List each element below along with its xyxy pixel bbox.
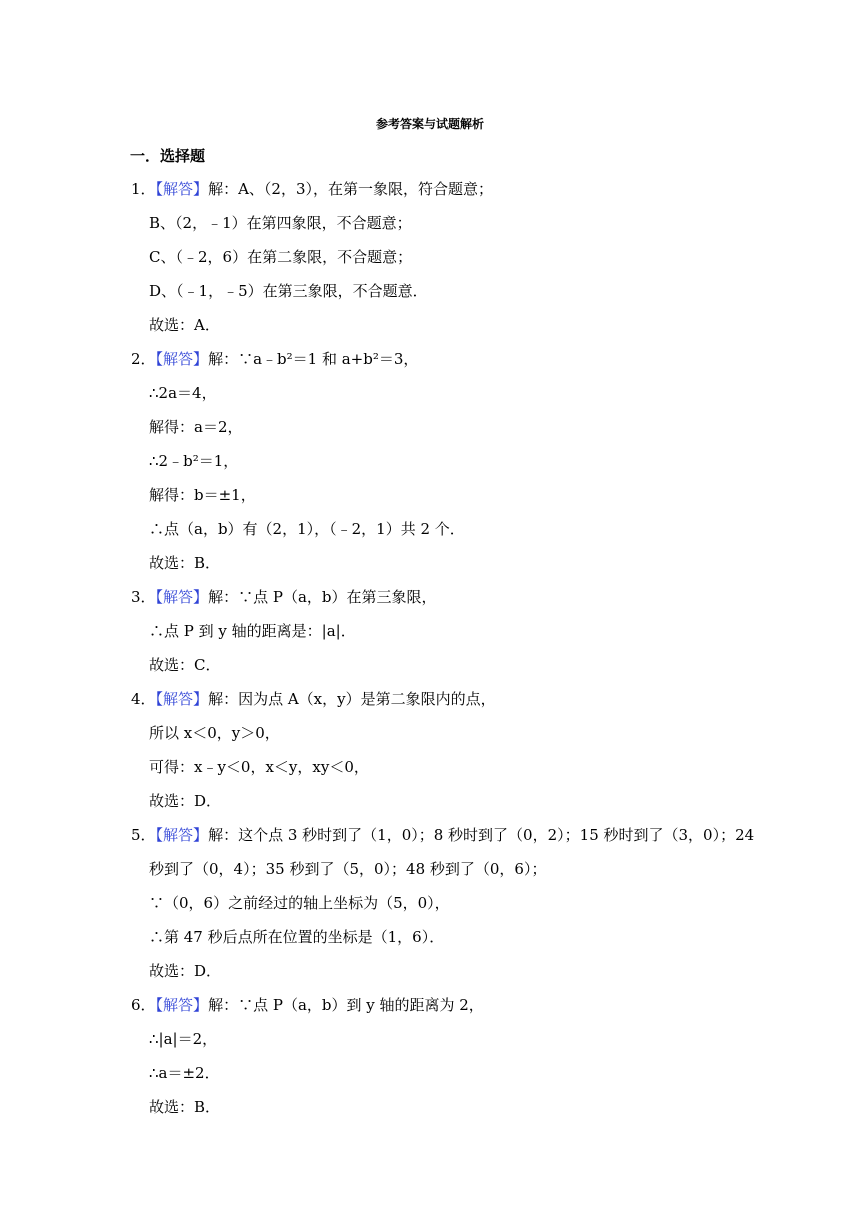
answer-tag: 【解答】: [155, 588, 209, 606]
solution-label: 解：: [208, 996, 239, 1014]
answer-text: 这个点 3 秒时到了（1，0）；8 秒时到了（0，2）；15 秒时到了（3，0）；24: [238, 826, 755, 844]
answer-line: ∵（0，6）之前经过的轴上坐标为（5，0），: [149, 894, 450, 912]
answer-line: ∴2a＝4，: [149, 384, 217, 402]
solution-label: 解：: [208, 350, 239, 368]
answer-item-3: [131, 580, 751, 682]
answer-line: ∴|a|＝2，: [149, 1030, 218, 1048]
answer-line: 所以 x＜0，y＞0，: [149, 724, 280, 742]
question-number: 1．: [131, 180, 156, 198]
answer-text: ∵a﹣b²＝1 和 a+b²＝3，: [238, 350, 419, 368]
answer-tag: 【解答】: [155, 996, 209, 1014]
answer-line: C、（﹣2，6）在第二象限，不合题意；: [149, 248, 413, 266]
answer-tag: 【解答】: [155, 180, 209, 198]
answer-line: ∴点 P 到 y 轴的距离是：|a|．: [149, 622, 356, 640]
section-heading: 一．选择题: [130, 147, 206, 165]
answer-first-line: [131, 580, 751, 614]
solution-label: 解：: [208, 180, 239, 198]
answer-first-line: [131, 988, 751, 1022]
answer-line: 解得：b＝±1，: [149, 486, 256, 504]
answer-line: ∴点（a，b）有（2，1），（﹣2，1）共 2 个．: [149, 520, 465, 538]
answer-line: ∴a＝±2．: [149, 1064, 220, 1082]
answer-item-4: [131, 682, 751, 818]
answer-text: 因为点 A（x，y）是第二象限内的点，: [238, 690, 496, 708]
question-number: 5．: [131, 826, 156, 844]
question-number: 6．: [131, 996, 156, 1014]
answer-item-1: [131, 172, 751, 342]
answer-line: 故选：D．: [149, 962, 222, 980]
answer-first-line: [131, 818, 755, 852]
solution-label: 解：: [208, 588, 239, 606]
solution-label: 解：: [208, 690, 239, 708]
answer-text: ∵点 P（a，b）在第三象限，: [238, 588, 437, 606]
answer-line: ∴2﹣b²＝1，: [149, 452, 239, 470]
answer-line: ∴第 47 秒后点所在位置的坐标是（1，6）．: [149, 928, 445, 946]
page-title: 参考答案与试题解析: [375, 117, 484, 131]
answer-line: 故选：B．: [149, 554, 221, 572]
answer-item-6: [131, 988, 751, 1124]
answer-line: 故选：D．: [149, 792, 222, 810]
answer-line: 秒到了（0，4）；35 秒到了（5，0）；48 秒到了（0，6）；: [149, 860, 547, 878]
answer-line: 故选：C．: [149, 656, 221, 674]
question-number: 2．: [131, 350, 156, 368]
answer-text: A、（2，3），在第一象限，符合题意；: [238, 180, 493, 198]
answer-text: ∵点 P（a，b）到 y 轴的距离为 2，: [238, 996, 484, 1014]
answer-first-line: [131, 172, 751, 206]
answer-item-5: [131, 818, 755, 988]
question-number: 4．: [131, 690, 156, 708]
question-number: 3．: [131, 588, 156, 606]
answer-line: 故选：A．: [149, 316, 220, 334]
answer-line: 可得：x﹣y＜0，x＜y，xy＜0，: [149, 758, 369, 776]
answer-line: 解得：a＝2，: [149, 418, 243, 436]
answer-tag: 【解答】: [155, 690, 209, 708]
solution-label: 解：: [208, 826, 239, 844]
answer-item-2: [131, 342, 751, 580]
answer-tag: 【解答】: [155, 350, 209, 368]
answer-line: D、（﹣1，﹣5）在第三象限，不合题意．: [149, 282, 428, 300]
answer-line: 故选：B．: [149, 1098, 221, 1116]
answer-line: B、（2，﹣1）在第四象限，不合题意；: [149, 214, 412, 232]
answer-first-line: [131, 682, 751, 716]
answer-tag: 【解答】: [155, 826, 209, 844]
answer-first-line: [131, 342, 751, 376]
